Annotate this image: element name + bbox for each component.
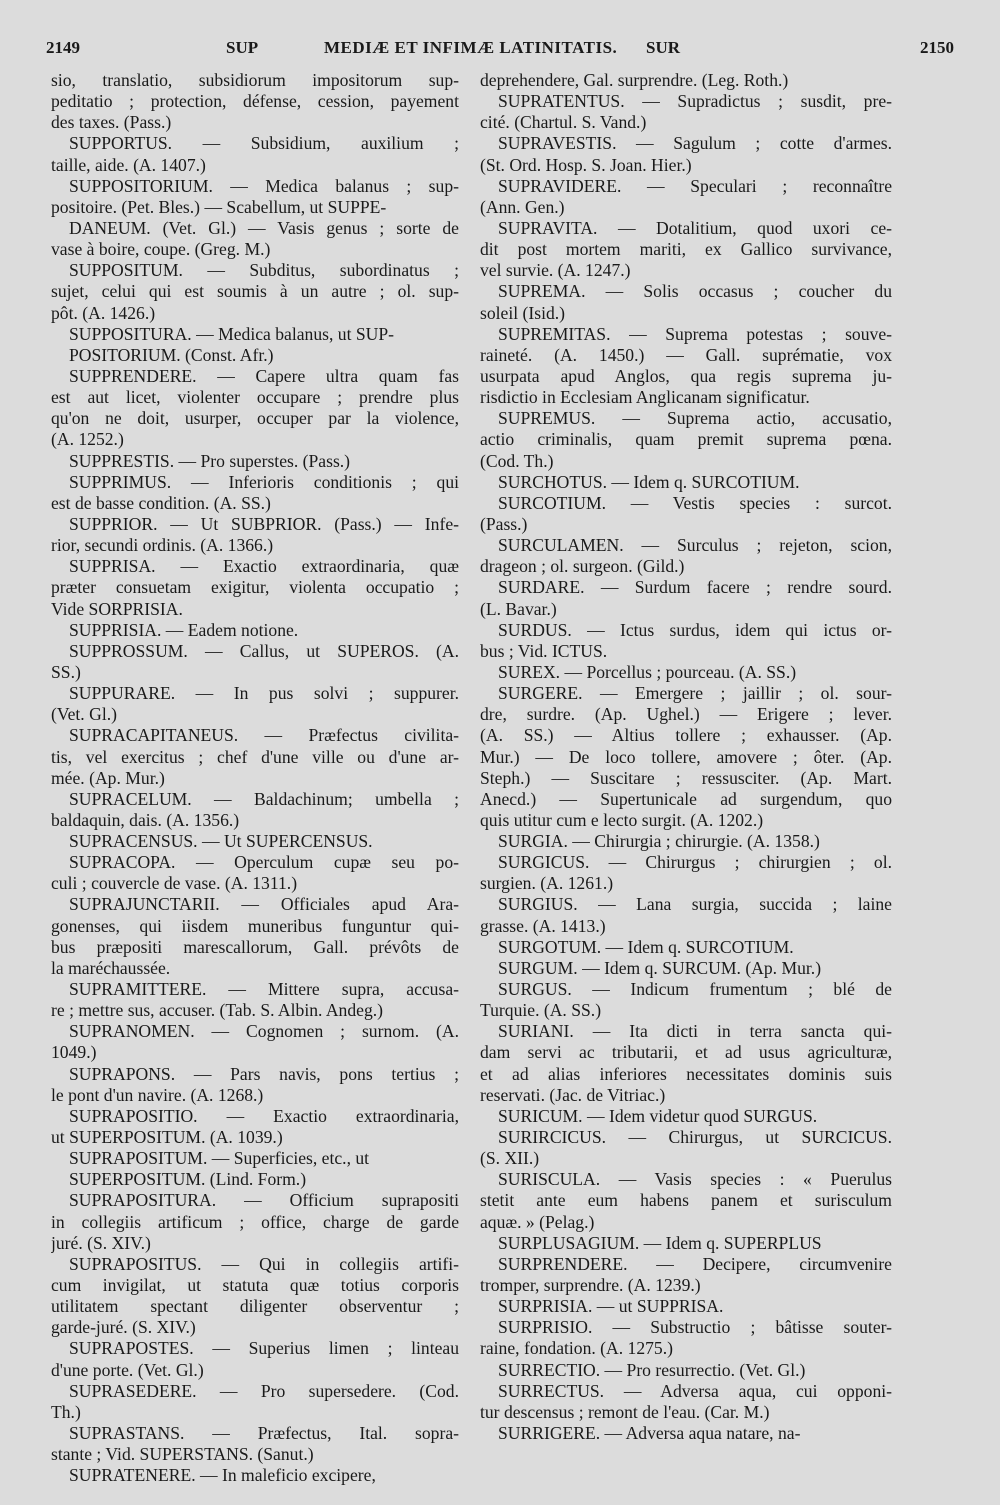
text-line: re ; mettre sus, accuser. (Tab. S. Albin. Andeg.): [51, 1000, 383, 1021]
text-line: stante ; Vid. SUPERSTANS. (Sanut.): [51, 1444, 314, 1465]
text-line: SUPRACAPITANEUS. — Præfectus civilita-: [69, 725, 459, 746]
text-line: dre, surdre. (Ap. Ughel.) — Erigere ; lever.: [480, 704, 892, 725]
text-line: SURGUS. — Indicum frumentum ; blé de: [498, 979, 892, 1000]
text-line: SURCOTIUM. — Vestis species : surcot.: [498, 492, 892, 513]
text-line: SUPRAPOSTES. — Superius limen ; linteau: [69, 1338, 459, 1359]
left-column: [51, 70, 459, 1486]
text-line: SUREX. — Porcellus ; pourceau. (A. SS.): [498, 661, 797, 682]
text-line: SUPPURARE. — In pus solvi ; suppurer.: [69, 683, 459, 704]
text-line: bus præpositi marescallorum, Gall. prévôts de: [51, 936, 459, 957]
text-line: Vide SORPRISIA.: [51, 598, 183, 619]
text-line: SUPRAPOSITUM. — Superficies, etc., ut: [69, 1148, 370, 1169]
text-line: SUPPRIOR. — Ut SUBPRIOR. (Pass.) — Infe-: [69, 513, 459, 534]
text-line: grasse. (A. 1413.): [480, 915, 606, 936]
text-line: Th.): [51, 1401, 81, 1422]
text-line: SUPPRENDERE. — Capere ultra quam fas: [69, 365, 459, 386]
text-line: vase à boire, coupe. (Greg. M.): [51, 239, 271, 260]
text-line: baldaquin, dais. (A. 1356.): [51, 809, 240, 830]
text-line: SUPPROSSUM. — Callus, ut SUPEROS. (A.: [69, 640, 459, 661]
text-line: SURDARE. — Surdum facere ; rendre sourd.: [498, 577, 892, 598]
text-line: SUPRACELUM. — Baldachinum; umbella ;: [69, 788, 459, 809]
running-title: MEDIÆ ET INFIMÆ LATINITATIS.: [324, 38, 618, 57]
text-line: qu'on ne doit, usurper, occuper par la violence,: [51, 408, 459, 429]
text-line: SURRIGERE. — Adversa aqua natare, na-: [498, 1423, 801, 1443]
text-line: SURRECTIO. — Pro resurrectio. (Vet. Gl.): [498, 1359, 806, 1380]
text-line: SURPRISIO. — Substructio ; bâtisse souter-: [498, 1317, 892, 1338]
text-line: (St. Ord. Hosp. S. Joan. Hier.): [480, 154, 692, 175]
text-line: raine, fondation. (A. 1275.): [480, 1338, 673, 1359]
text-line: culi ; couvercle de vase. (A. 1311.): [51, 873, 298, 894]
text-line: 1049.): [51, 1042, 97, 1063]
text-line: SURGIA. — Chirurgia ; chirurgie. (A. 1358.): [498, 831, 820, 852]
text-line: in collegiis artificum ; office, charge de garde: [51, 1211, 459, 1232]
text-line: SUPPRISA. — Exactio extraordinaria, quæ: [69, 556, 459, 577]
text-line: juré. (S. XIV.): [51, 1232, 151, 1253]
text-line: vel survie. (A. 1247.): [480, 260, 631, 281]
text-line: utilitatem spectant diligenter observentur ;: [51, 1296, 459, 1317]
text-line: peditatio ; protection, défense, cession, payement: [51, 91, 459, 112]
right-page-number: 2150: [920, 38, 954, 57]
text-line: SURDUS. — Ictus surdus, idem qui ictus or-: [498, 619, 892, 640]
text-line: le pont d'un navire. (A. 1268.): [51, 1084, 264, 1105]
text-line: ut SUPERPOSITUM. (A. 1039.): [51, 1127, 283, 1148]
text-line: SURICUM. — Idem videtur quod SURGUS.: [498, 1105, 818, 1126]
text-line: (Vet. Gl.): [51, 704, 117, 725]
left-catchword: SUP: [226, 38, 259, 57]
text-line: SUPRATENTUS. — Supradictus ; susdit, pre-: [498, 91, 892, 112]
text-line: SURGIUS. — Lana surgia, succida ; laine: [498, 894, 892, 915]
right-catchword: SUR: [646, 38, 681, 57]
text-line: surgien. (A. 1261.): [480, 873, 614, 894]
text-line: SUPPOSITUM. — Subditus, subordinatus ;: [69, 260, 459, 281]
text-line: SUPPRIMUS. — Inferioris conditionis ; qui: [69, 471, 459, 492]
text-line: SURGICUS. — Chirurgus ; chirurgien ; ol.: [498, 852, 892, 873]
text-line: SURIANI. — Ita dicti in terra sancta qui-: [498, 1021, 892, 1042]
text-line: raineté. (A. 1450.) — Gall. suprématie, vox: [480, 344, 892, 365]
text-line: (Cod. Th.): [480, 450, 554, 471]
text-line: (Pass.): [480, 513, 528, 534]
text-line: SUPRAPOSITIO. — Exactio extraordinaria,: [69, 1105, 459, 1126]
text-line: tis, vel exercitus ; chef d'une ville ou d'une ar-: [51, 746, 459, 767]
text-line: risdictio in Ecclesiam Anglicanam significatur.: [480, 387, 810, 408]
text-line: SS.): [51, 661, 81, 682]
text-line: mée. (Ap. Mur.): [51, 767, 165, 788]
text-line: taille, aide. (A. 1407.): [51, 154, 206, 175]
text-line: SURRECTUS. — Adversa aqua, cui opponi-: [498, 1380, 892, 1401]
right-column: [480, 70, 892, 1444]
text-line: SURPRENDERE. — Decipere, circumvenire: [498, 1253, 892, 1274]
text-line: deprehendere, Gal. surprendre. (Leg. Roth.): [480, 70, 789, 90]
text-line: cum invigilat, ut statuta quæ totius corporis: [51, 1275, 459, 1296]
text-line: dam servi ac tributarii, et ad usus agriculturæ,: [480, 1042, 892, 1063]
text-line: Turquie. (A. SS.): [480, 1000, 602, 1021]
text-line: SUPRAVESTIS. — Sagulum ; cotte d'armes.: [498, 133, 892, 154]
text-line: est aut licet, violenter occupare ; prendre plus: [51, 387, 459, 408]
text-line: SUPRAPONS. — Pars navis, pons tertius ;: [69, 1063, 459, 1084]
text-line: DANEUM. (Vet. Gl.) — Vasis genus ; sorte de: [69, 217, 459, 238]
text-line: POSITORIUM. (Const. Afr.): [69, 344, 274, 365]
text-line: Steph.) — Suscitare ; ressusciter. (Ap. Mart.: [480, 767, 892, 788]
text-line: aquæ. » (Pelag.): [480, 1211, 595, 1232]
text-line: des taxes. (Pass.): [51, 112, 172, 133]
text-line: SUPREMITAS. — Suprema potestas ; souve-: [498, 323, 892, 344]
text-line: Anecd.) — Supertunicale ad surgendum, quo: [480, 788, 892, 809]
text-line: SUPREMUS. — Suprema actio, accusatio,: [498, 408, 892, 429]
text-line: SURGERE. — Emergere ; jaillir ; ol. sour-: [498, 683, 892, 704]
text-line: d'une porte. (Vet. Gl.): [51, 1359, 204, 1380]
text-line: drageon ; ol. surgeon. (Gild.): [480, 556, 685, 577]
text-line: SUPRASEDERE. — Pro supersedere. (Cod.: [69, 1380, 459, 1401]
text-line: SURPLUSAGIUM. — Idem q. SUPERPLUS: [498, 1232, 822, 1253]
text-line: SUPRACENSUS. — Ut SUPERCENSUS.: [69, 831, 373, 852]
text-line: tur descensus ; remont de l'eau. (Car. M.): [480, 1401, 770, 1422]
text-line: SUPRASTANS. — Præfectus, Ital. sopra-: [69, 1423, 459, 1443]
text-line: SUPPOSITURA. — Medica balanus, ut SUP-: [69, 323, 395, 344]
text-line: tromper, surprendre. (A. 1239.): [480, 1275, 701, 1296]
text-line: (A. 1252.): [51, 429, 124, 450]
text-line: gonenses, qui iisdem muneribus funguntur qui-: [51, 915, 459, 936]
text-line: dit post mortem mariti, ex Gallico survivance,: [480, 239, 892, 260]
text-line: SUPRAMITTERE. — Mittere supra, accusa-: [69, 979, 459, 1000]
text-line: stetit ante eum habens panem et surisculum: [480, 1190, 892, 1211]
text-line: SUPREMA. — Solis occasus ; coucher du: [498, 281, 892, 302]
text-line: SUPPRESTIS. — Pro superstes. (Pass.): [69, 450, 351, 471]
text-line: SUPRACOPA. — Operculum cupæ seu po-: [69, 852, 459, 873]
text-line: rior, secundi ordinis. (A. 1366.): [51, 535, 274, 556]
text-line: SURPRISIA. — ut SUPPRISA.: [498, 1296, 724, 1317]
text-line: (A. SS.) — Altius tollere ; exhausser. (Ap.: [480, 725, 892, 746]
text-line: SURISCULA. — Vasis species : « Puerulus: [498, 1169, 892, 1190]
text-line: SUPRAPOSITUS. — Qui in collegiis artifi-: [69, 1253, 459, 1274]
left-page-number: 2149: [46, 38, 80, 57]
text-line: pôt. (A. 1426.): [51, 302, 156, 323]
text-line: usurpata apud Anglos, qua regis suprema ju-: [480, 365, 892, 386]
text-line: SUPERPOSITUM. (Lind. Form.): [69, 1169, 307, 1190]
text-line: SUPPRISIA. — Eadem notione.: [69, 619, 299, 640]
text-line: reservati. (Jac. de Vitriac.): [480, 1084, 666, 1105]
text-line: (L. Bavar.): [480, 598, 557, 619]
text-line: la maréchaussée.: [51, 957, 171, 978]
running-header: [46, 38, 954, 60]
text-line: bus ; Vid. ICTUS.: [480, 640, 608, 661]
text-line: SUPPORTUS. — Subsidium, auxilium ;: [69, 133, 459, 154]
text-line: SUPRAPOSITURA. — Officium suprapositi: [69, 1190, 459, 1211]
text-line: quis utitur cum e lecto surgit. (A. 1202.): [480, 809, 764, 830]
text-line: SUPPOSITORIUM. — Medica balanus ; sup-: [69, 175, 459, 196]
text-line: SUPRAJUNCTARII. — Officiales apud Ara-: [69, 894, 459, 915]
text-line: SUPRAVIDERE. — Speculari ; reconnaître: [498, 175, 892, 196]
text-line: Mur.) — De loco tollere, amovere ; ôter. (Ap.: [480, 746, 892, 767]
text-line: garde-juré. (S. XIV.): [51, 1317, 196, 1338]
text-line: (Ann. Gen.): [480, 196, 565, 217]
text-line: et ad alias inferiores necessitates dominis suis: [480, 1063, 892, 1084]
text-line: cité. (Chartul. S. Vand.): [480, 112, 647, 133]
text-line: positoire. (Pet. Bles.) — Scabellum, ut SUPPE-: [51, 196, 387, 217]
text-line: SURCHOTUS. — Idem q. SURCOTIUM.: [498, 471, 800, 492]
text-line: præter consuetam exigitur, violenta occupatio ;: [51, 577, 459, 598]
text-line: SUPRANOMEN. — Cognomen ; surnom. (A.: [69, 1021, 459, 1042]
text-line: soleil (Isid.): [480, 302, 566, 323]
text-line: est de basse condition. (A. SS.): [51, 492, 271, 513]
text-line: SURGUM. — Idem q. SURCUM. (Ap. Mur.): [498, 957, 822, 978]
text-line: SURGOTUM. — Idem q. SURCOTIUM.: [498, 936, 794, 957]
text-line: actio criminalis, quam premit suprema pœna.: [480, 429, 892, 450]
text-line: SURCULAMEN. — Surculus ; rejeton, scion,: [498, 535, 892, 556]
text-line: SUPRAVITA. — Dotalitium, quod uxori ce-: [498, 217, 892, 238]
text-line: SURIRCICUS. — Chirurgus, ut SURCICUS.: [498, 1127, 892, 1148]
text-line: sujet, celui qui est soumis à un autre ; ol. sup-: [51, 281, 459, 302]
text-line: sio, translatio, subsidiorum impositorum sup-: [51, 70, 459, 90]
text-line: (S. XII.): [480, 1148, 540, 1169]
text-line: SUPRATENERE. — In maleficio excipere,: [69, 1465, 376, 1486]
